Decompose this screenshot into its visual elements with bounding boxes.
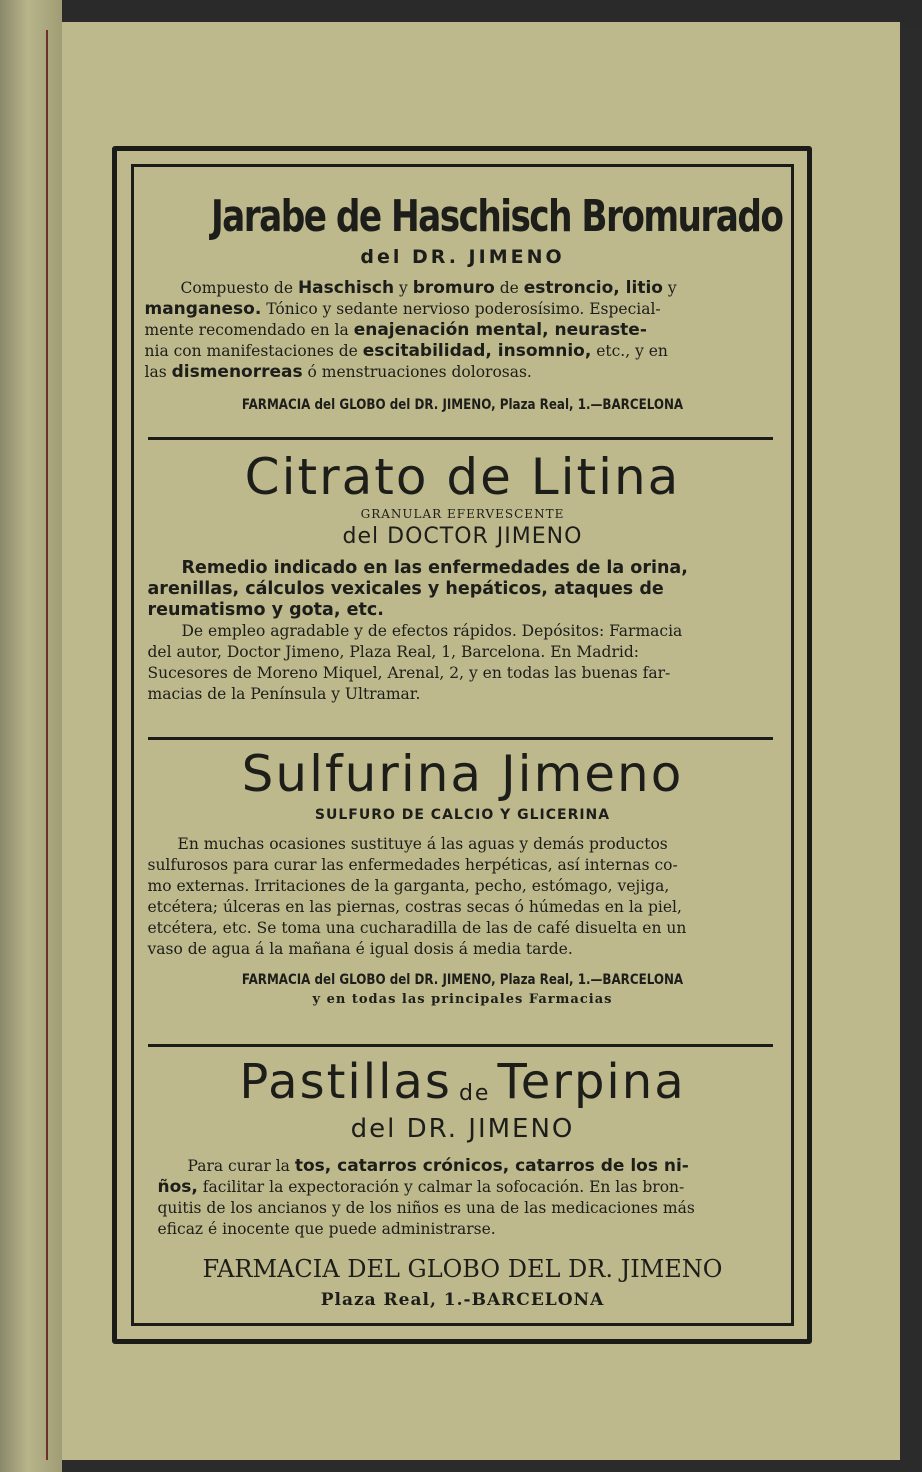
ad-citrato <box>140 448 785 705</box>
ad-sulfurina-p6: vaso de agua á la mañana é igual dosis á media tarde. <box>147 940 573 958</box>
ad-jarabe-line-5: las dismenorreas ó menstruaciones dolorosas. <box>144 362 532 382</box>
ad-sulfurina <box>140 744 785 1012</box>
ad-jarabe-line-2: manganeso. Tónico y sedante nervioso poderosísimo. Especial- <box>144 299 661 319</box>
ad-pastillas-title <box>140 1052 785 1112</box>
ad-pastillas-title-a: Pastillas <box>239 1054 452 1110</box>
separator-rule-1 <box>148 437 773 440</box>
ad-citrato-tagline: GRANULAR EFERVESCENTE <box>360 507 565 521</box>
ad-jarabe-pharmacy: FARMACIA del GLOBO del DR. JIMENO, Plaza Real, 1.—BARCELONA <box>241 397 684 413</box>
ad-citrato-p4: macias de la Península y Ultramar. <box>147 685 421 703</box>
ad-citrato-subtitle: del DOCTOR JIMENO <box>342 524 583 549</box>
ad-citrato-p3: Sucesores de Moreno Miquel, Arenal, 2, y en todas las buenas far- <box>147 664 671 682</box>
ad-pastillas-title-b: de <box>458 1081 491 1106</box>
ad-pastillas-line-4: eficaz é inocente que puede administrarse. <box>157 1220 496 1238</box>
ad-pastillas-line-1: Para curar la tos, catarros crónicos, catarros de los ni- <box>187 1156 689 1176</box>
ad-citrato-title: Citrato de Litina <box>244 448 681 506</box>
ad-citrato-body <box>148 558 778 705</box>
ad-jarabe-line-4: nia con manifestaciones de escitabilidad, insomnio, etc., y en <box>144 341 668 361</box>
ad-sulfurina-p2: sulfurosos para curar las enfermedades herpéticas, así internas co- <box>147 856 678 874</box>
ad-sulfurina-p5: etcétera, etc. Se toma una cucharadilla de las de café disuelta en un <box>147 919 687 937</box>
ad-sulfurina-p1: En muchas ocasiones sustituye á las aguas y demás productos <box>177 835 668 853</box>
ad-pastillas-line-2: ños, facilitar la expectoración y calmar la sofocación. En las bron- <box>157 1177 685 1197</box>
ad-sulfurina-body <box>148 834 778 960</box>
book-spine-edge <box>0 0 62 1472</box>
ad-pastillas-pharmacy: FARMACIA DEL GLOBO DEL DR. JIMENO <box>202 1255 723 1283</box>
ad-pastillas-line-3: quitis de los ancianos y de los niños es una de las medicaciones más <box>157 1199 695 1217</box>
separator-rule-3 <box>148 1044 773 1047</box>
ad-sulfurina-pharmacy: FARMACIA del GLOBO del DR. JIMENO, Plaza Real, 1.—BARCELONA <box>241 972 684 988</box>
ad-citrato-bold-1: Remedio indicado en las enfermedades de la orina, <box>181 558 688 578</box>
ad-jarabe <box>140 190 785 413</box>
ad-jarabe-line-3: mente recomendado en la enajenación mental, neuraste- <box>144 320 647 340</box>
ad-sulfurina-p3: mo externas. Irritaciones de la garganta, pecho, estómago, vejiga, <box>147 877 670 895</box>
ad-pastillas-body <box>158 1156 768 1240</box>
ad-citrato-bold-2: arenillas, cálculos vexicales y hepáticos, ataques de <box>147 579 664 599</box>
ad-pastillas-subtitle: del DR. JIMENO <box>350 1114 575 1144</box>
ad-jarabe-line-1: Compuesto de Haschisch y bromuro de estroncio, litio y <box>180 278 677 298</box>
ad-jarabe-title: Jarabe de Haschisch Bromurado <box>210 191 783 242</box>
ad-citrato-bold-3: reumatismo y gota, etc. <box>147 600 384 620</box>
ad-jarabe-body <box>145 278 781 383</box>
ad-pastillas-address: Plaza Real, 1.-BARCELONA <box>320 1290 605 1310</box>
ad-citrato-p2: del autor, Doctor Jimeno, Plaza Real, 1, Barcelona. En Madrid: <box>147 643 639 661</box>
ad-pastillas <box>140 1052 785 1314</box>
separator-rule-2 <box>148 737 773 740</box>
ad-sulfurina-pharmacy-2: y en todas las principales Farmacias <box>312 992 613 1007</box>
ad-jarabe-subtitle: del DR. JIMENO <box>360 246 565 268</box>
ad-sulfurina-p4: etcétera; úlceras en las piernas, costras secas ó húmedas en la piel, <box>147 898 682 916</box>
ad-sulfurina-title: Sulfurina Jimeno <box>241 745 684 803</box>
ad-citrato-p1: De empleo agradable y de efectos rápidos. Depósitos: Farmacia <box>181 622 683 640</box>
ad-pastillas-title-c: Terpina <box>497 1054 686 1110</box>
ad-sulfurina-subtitle: SULFURO DE CALCIO Y GLICERINA <box>314 807 611 823</box>
